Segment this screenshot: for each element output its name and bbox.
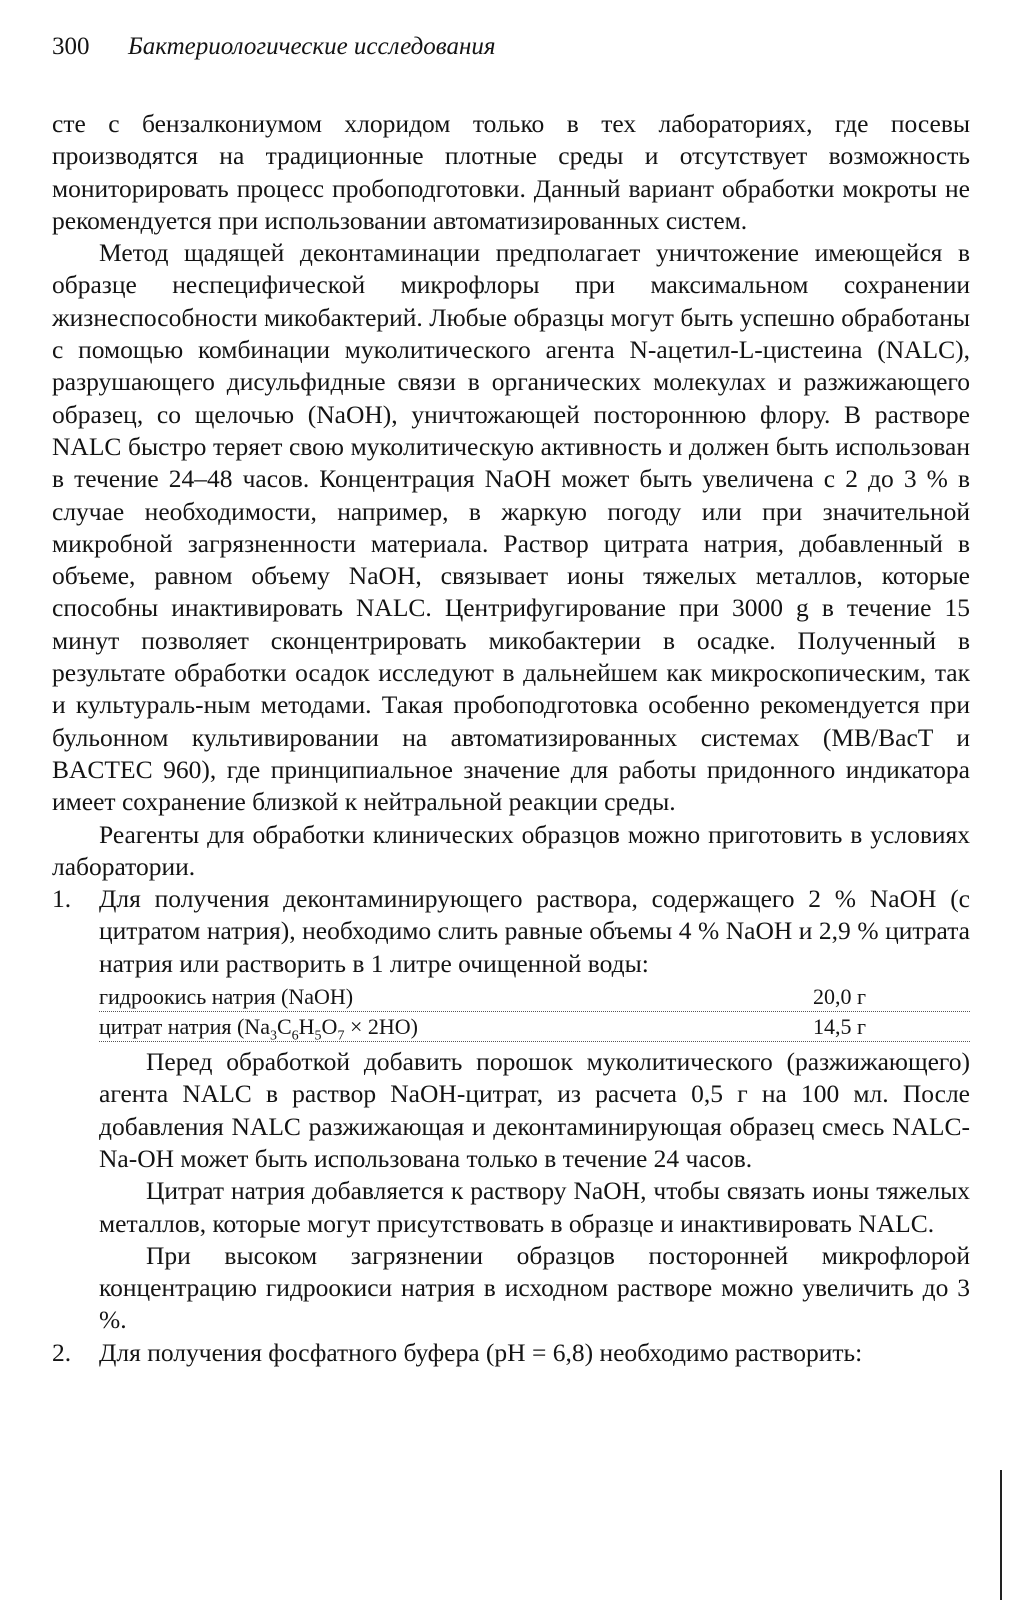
list-item-text: Для получения фосфатного буфера (pH = 6,8) необходимо растворить: [99,1337,863,1367]
list-item-1 [52,883,970,1337]
book-page [52,28,970,1369]
paragraph-continuation: сте с бензалкониумом хлоридом только в тех лабораториях, где посевы производятся на традиционные плотные среды и отсутствует возможность мониторировать процесс пробоподготовки. Данный вариант обработки мокроты не рекомендуется при использовании автоматизированных систем. [52,109,970,235]
note-paragraph: При высоком загрязнении образцов посторонней микрофлорой концентрацию гидроокиси натрия в исходном растворе можно увеличить до 3 %. [99,1240,970,1335]
list-item-2 [52,1337,970,1369]
list-number: 1. [52,884,72,914]
paragraph-method: Метод щадящей деконтаминации предполагает уничтожение имеющейся в образце неспецифической микрофлоры при максимальном сохранении жизнеспособности микобактерий. Любые образцы могут быть успешно обработаны с помощью комбинации муколитического агента N-ацетил-L-цистеина (NALC), разрушающего дисульфидные связи в органических молекулах и разжижающего образец, со щелочью (NaOH), уничтожающей постороннюю флору. В растворе NALC быстро теряет свою муколитическую активность и должен быть использован в течение 24–48 часов. Концентрация NaOH может быть увеличена с 2 до 3 % в случае необходимости, например, в жаркую погоду или при значительной микробной загрязненности материала. Раствор цитрата натрия, добавленный в объеме, равном объему NaOH, связывает ионы тяжелых металлов, которые способны инактивировать NALC. Центрифугирование при 3000 g в течение 15 минут позволяет сконцентрировать микобактерии в осадке. Полученный в результате обработки осадок исследуют в дальнейшем как микроскопическим, так и культураль-ным методами. Такая пробоподготовка особенно рекомендуется при бульонном культивировании на автоматизированных системах (MB/BacT и BACTEC 960), где принципиальное значение для работы придонного индикатора имеет сохранение близкой к нейтральной реакции среды. [52,238,970,817]
reagent-amount: 20,0 г [813,984,867,1010]
reagent-name: цитрат натрия $(Na_3C_6H_5O_7 \times 2HO)$ [99,1014,418,1044]
reagent-row [99,1012,970,1042]
note-paragraph: Перед обработкой добавить порошок муколитического (разжижающего) агента NALC в раствор NaOH-цитрат, из расчета 0,5 г на 100 мл. После добавления NALC разжижающая и деконтаминирующая образец смесь NALC-Na-OH может быть использована только в течение 24 часов. [99,1047,970,1173]
reagent-row [99,982,970,1012]
reagent-amount: 14,5 г [813,1014,867,1040]
list-number: 2. [52,1337,72,1367]
scan-edge-line [1000,1470,1002,1600]
running-title: Бактериологические исследования [128,33,496,60]
running-header [52,28,970,66]
reagent-name: гидроокись натрия (NaOH) [99,984,354,1010]
reagent-table [99,982,970,1042]
list-item-text: Для получения деконтаминирующего раствора, содержащего 2 % NaOH (с цитратом натрия), необходимо слить равные объемы 4 % NaOH и 2,9 % цитрата натрия или растворить в 1 литре очищенной воды: [99,884,970,978]
page-number: 300 [52,33,90,60]
paragraph-reagents-intro: Реагенты для обработки клинических образцов можно приготовить в условиях лаборатории. [52,819,970,881]
note-paragraph: Цитрат натрия добавляется к раствору NaOH, чтобы связать ионы тяжелых металлов, которые могут присутствовать в образце и инактивировать NALC. [99,1176,970,1238]
